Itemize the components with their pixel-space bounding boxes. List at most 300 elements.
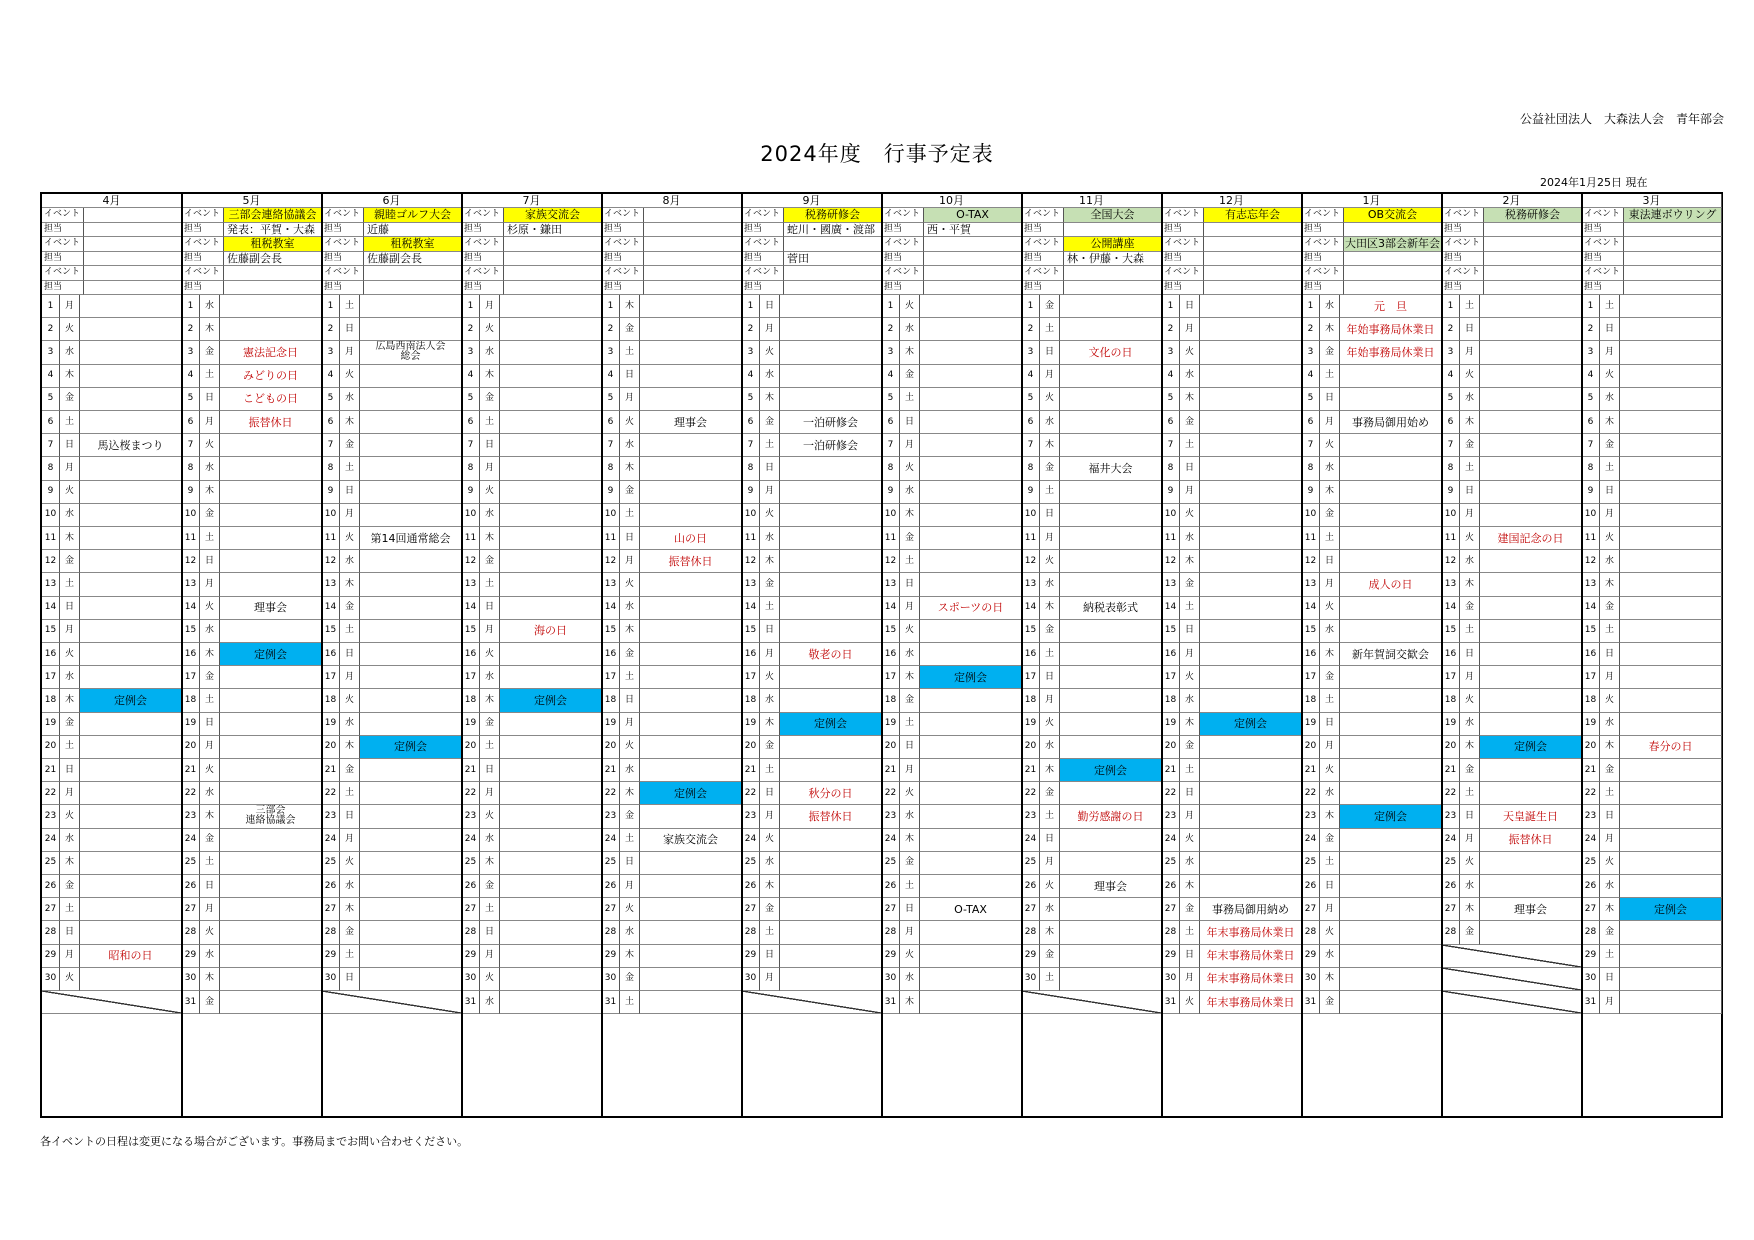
day-cell (920, 295, 1022, 318)
day-number: 28 (1022, 921, 1040, 944)
day-number: 23 (1022, 805, 1040, 828)
day-cell (1200, 341, 1302, 364)
day-number: 15 (42, 620, 60, 643)
day-cell (360, 411, 462, 434)
day-cell (80, 365, 182, 388)
day-cell (80, 318, 182, 341)
event-value (224, 266, 322, 281)
day-number: 15 (1302, 620, 1320, 643)
event-value: 租税教室 (364, 237, 462, 252)
staff-value: 近藤 (364, 223, 462, 238)
day-cell (1620, 666, 1722, 689)
day-weekday: 月 (1320, 411, 1340, 434)
day-weekday: 月 (1040, 527, 1060, 550)
day-event: 定例会 (1060, 759, 1162, 782)
day-cell (500, 388, 602, 411)
day-weekday: 土 (340, 782, 360, 805)
day-number: 28 (1302, 921, 1320, 944)
staff-value (504, 252, 602, 267)
day-number: 22 (602, 782, 620, 805)
day-weekday: 金 (1180, 573, 1200, 596)
day-cell (80, 341, 182, 364)
day-cell (1340, 782, 1442, 805)
day-cell (1340, 457, 1442, 480)
day-weekday: 水 (340, 875, 360, 898)
day-number: 18 (1442, 689, 1460, 712)
day-cell (1340, 921, 1442, 944)
day-cell (1620, 968, 1722, 991)
day-cell (1060, 365, 1162, 388)
day-weekday: 火 (480, 318, 500, 341)
day-cell (220, 945, 322, 968)
day-cell (780, 341, 882, 364)
day-cell (220, 457, 322, 480)
day-cell (920, 713, 1022, 736)
day-cell (1620, 388, 1722, 411)
day-event: 定例会 (220, 643, 322, 666)
day-weekday: 土 (60, 573, 80, 596)
day-number: 1 (42, 295, 60, 318)
day-number: 8 (1442, 457, 1460, 480)
staff-label: 担当 (882, 223, 924, 238)
day-weekday: 水 (480, 991, 500, 1014)
day-weekday: 日 (900, 736, 920, 759)
day-number: 25 (1162, 852, 1180, 875)
day-cell (1200, 805, 1302, 828)
day-cell (640, 620, 742, 643)
day-number: 13 (1302, 573, 1320, 596)
day-cell (500, 666, 602, 689)
day-cell (1340, 945, 1442, 968)
day-cell (220, 829, 322, 852)
day-cell (360, 945, 462, 968)
day-number: 19 (182, 713, 200, 736)
day-weekday: 水 (340, 550, 360, 573)
day-number: 17 (602, 666, 620, 689)
day-weekday: 月 (1180, 805, 1200, 828)
day-number: 18 (322, 689, 340, 712)
day-number: 28 (182, 921, 200, 944)
empty-day-slash (42, 991, 182, 1014)
event-label: イベント (1162, 266, 1204, 281)
staff-value (924, 252, 1022, 267)
day-event: 春分の日 (1620, 736, 1722, 759)
day-number: 6 (1582, 411, 1600, 434)
day-cell (780, 295, 882, 318)
day-weekday: 日 (1180, 782, 1200, 805)
day-weekday: 水 (900, 481, 920, 504)
day-number: 10 (1022, 504, 1040, 527)
staff-label: 担当 (1442, 281, 1484, 296)
day-number: 15 (182, 620, 200, 643)
day-number: 16 (1582, 643, 1600, 666)
day-weekday: 火 (480, 643, 500, 666)
day-weekday: 木 (60, 527, 80, 550)
day-weekday: 水 (1320, 295, 1340, 318)
day-number: 27 (882, 898, 900, 921)
day-number: 22 (882, 782, 900, 805)
day-weekday: 土 (760, 759, 780, 782)
day-weekday: 土 (900, 713, 920, 736)
day-weekday: 水 (1460, 713, 1480, 736)
day-cell (1060, 550, 1162, 573)
empty-day-slash (1442, 945, 1582, 968)
day-number: 4 (602, 365, 620, 388)
month-divider (461, 194, 463, 1116)
day-cell (920, 782, 1022, 805)
day-weekday: 水 (60, 341, 80, 364)
staff-value (1064, 281, 1162, 296)
day-number: 25 (882, 852, 900, 875)
day-weekday: 金 (1040, 457, 1060, 480)
day-weekday: 木 (1320, 643, 1340, 666)
day-weekday: 火 (200, 759, 220, 782)
month-divider (1301, 194, 1303, 1116)
day-cell (1060, 968, 1162, 991)
day-weekday: 月 (760, 968, 780, 991)
event-label: イベント (1442, 266, 1484, 281)
day-weekday: 水 (760, 527, 780, 550)
event-label: イベント (1022, 208, 1064, 223)
day-number: 14 (182, 597, 200, 620)
staff-value (644, 281, 742, 296)
month-header: 1月 (1302, 194, 1442, 208)
day-cell (1620, 295, 1722, 318)
day-weekday: 水 (620, 434, 640, 457)
day-cell (360, 481, 462, 504)
day-number: 26 (462, 875, 480, 898)
day-weekday: 月 (900, 597, 920, 620)
day-number: 30 (1162, 968, 1180, 991)
day-number: 18 (462, 689, 480, 712)
day-number: 7 (322, 434, 340, 457)
day-number: 25 (182, 852, 200, 875)
day-weekday: 土 (60, 736, 80, 759)
staff-value (1484, 252, 1582, 267)
day-weekday: 水 (480, 504, 500, 527)
staff-label: 担当 (1022, 281, 1064, 296)
staff-label: 担当 (1022, 252, 1064, 267)
day-number: 14 (1442, 597, 1460, 620)
staff-label: 担当 (882, 252, 924, 267)
day-weekday: 火 (1460, 852, 1480, 875)
day-number: 17 (1162, 666, 1180, 689)
day-weekday: 日 (1600, 968, 1620, 991)
day-cell (1200, 852, 1302, 875)
day-number: 9 (322, 481, 340, 504)
staff-label: 担当 (742, 223, 784, 238)
day-weekday: 火 (60, 481, 80, 504)
event-label: イベント (182, 266, 224, 281)
day-number: 20 (882, 736, 900, 759)
day-weekday: 日 (760, 945, 780, 968)
event-label: イベント (742, 208, 784, 223)
staff-label: 担当 (322, 252, 364, 267)
day-cell (640, 504, 742, 527)
day-cell (780, 898, 882, 921)
day-event: 勤労感謝の日 (1060, 805, 1162, 828)
day-number: 7 (1302, 434, 1320, 457)
day-weekday: 土 (480, 898, 500, 921)
day-number: 24 (322, 829, 340, 852)
day-cell (780, 550, 882, 573)
day-number: 21 (462, 759, 480, 782)
day-weekday: 土 (1040, 805, 1060, 828)
day-cell (1620, 759, 1722, 782)
day-number: 30 (1022, 968, 1040, 991)
staff-label: 担当 (1442, 252, 1484, 267)
day-number: 28 (742, 921, 760, 944)
day-weekday: 木 (1040, 759, 1060, 782)
day-event: 一泊研修会 (780, 434, 882, 457)
day-number: 27 (742, 898, 760, 921)
day-cell (500, 550, 602, 573)
day-cell (1200, 829, 1302, 852)
day-number: 4 (1302, 365, 1320, 388)
day-cell (500, 945, 602, 968)
day-weekday: 水 (760, 365, 780, 388)
day-number: 23 (1302, 805, 1320, 828)
day-event: 振替休日 (1480, 829, 1582, 852)
day-number: 26 (1582, 875, 1600, 898)
day-cell (360, 713, 462, 736)
day-number: 1 (1302, 295, 1320, 318)
day-number: 17 (742, 666, 760, 689)
day-weekday: 水 (1180, 527, 1200, 550)
day-number: 21 (742, 759, 760, 782)
day-number: 26 (1022, 875, 1040, 898)
staff-label: 担当 (1302, 223, 1344, 238)
day-weekday: 木 (340, 898, 360, 921)
day-cell (920, 504, 1022, 527)
staff-label: 担当 (602, 223, 644, 238)
staff-value: 佐藤副会長 (364, 252, 462, 267)
day-weekday: 金 (1600, 759, 1620, 782)
day-weekday: 土 (900, 388, 920, 411)
day-cell (1340, 550, 1442, 573)
month-header: 12月 (1162, 194, 1302, 208)
day-number: 22 (742, 782, 760, 805)
day-weekday: 土 (760, 597, 780, 620)
day-number: 2 (1302, 318, 1320, 341)
day-number: 28 (1582, 921, 1600, 944)
day-cell (920, 341, 1022, 364)
day-number: 11 (462, 527, 480, 550)
day-cell (640, 921, 742, 944)
day-number: 9 (602, 481, 620, 504)
day-cell (500, 991, 602, 1014)
organization-name: 公益社団法人 大森法人会 青年部会 (1519, 112, 1724, 126)
day-number: 7 (1022, 434, 1040, 457)
day-cell (640, 365, 742, 388)
day-number: 30 (602, 968, 620, 991)
day-weekday: 水 (200, 620, 220, 643)
day-weekday: 土 (200, 852, 220, 875)
day-cell (1340, 434, 1442, 457)
day-weekday: 金 (60, 550, 80, 573)
day-cell (920, 805, 1022, 828)
day-weekday: 水 (760, 852, 780, 875)
day-weekday: 火 (1040, 875, 1060, 898)
day-number: 28 (602, 921, 620, 944)
day-weekday: 火 (1460, 365, 1480, 388)
day-number: 14 (1582, 597, 1600, 620)
day-weekday: 日 (1320, 550, 1340, 573)
day-number: 10 (42, 504, 60, 527)
day-number: 19 (1022, 713, 1040, 736)
day-cell (1060, 295, 1162, 318)
day-number: 22 (1582, 782, 1600, 805)
day-number: 20 (42, 736, 60, 759)
day-number: 10 (322, 504, 340, 527)
day-cell (500, 527, 602, 550)
day-number: 25 (1442, 852, 1460, 875)
day-cell (1200, 504, 1302, 527)
day-number: 21 (322, 759, 340, 782)
day-number: 18 (882, 689, 900, 712)
day-cell (920, 411, 1022, 434)
staff-value (1204, 223, 1302, 238)
day-number: 21 (602, 759, 620, 782)
day-event: 憲法記念日 (220, 341, 322, 364)
month-header: 7月 (462, 194, 602, 208)
day-cell (1060, 643, 1162, 666)
event-value (1064, 266, 1162, 281)
day-weekday: 月 (1180, 643, 1200, 666)
day-number: 25 (462, 852, 480, 875)
day-event: 年末事務局休業日 (1200, 945, 1302, 968)
day-weekday: 金 (480, 713, 500, 736)
day-number: 27 (1582, 898, 1600, 921)
day-number: 18 (1022, 689, 1040, 712)
event-value (644, 266, 742, 281)
day-weekday: 土 (1460, 295, 1480, 318)
day-number: 19 (1582, 713, 1600, 736)
day-weekday: 土 (1600, 457, 1620, 480)
day-cell (360, 898, 462, 921)
day-number: 12 (1442, 550, 1460, 573)
day-event: 振替休日 (640, 550, 742, 573)
day-cell (1060, 620, 1162, 643)
day-cell (920, 573, 1022, 596)
day-weekday: 月 (760, 481, 780, 504)
day-event: 文化の日 (1060, 341, 1162, 364)
day-number: 30 (1582, 968, 1600, 991)
day-number: 28 (462, 921, 480, 944)
day-weekday: 土 (1600, 945, 1620, 968)
day-cell (1340, 829, 1442, 852)
day-cell (640, 759, 742, 782)
day-cell (1480, 643, 1582, 666)
day-number: 21 (1162, 759, 1180, 782)
day-cell (1480, 550, 1582, 573)
staff-label: 担当 (322, 223, 364, 238)
day-cell (1480, 295, 1582, 318)
day-cell (360, 921, 462, 944)
day-event: 理事会 (220, 597, 322, 620)
day-weekday: 木 (1180, 550, 1200, 573)
day-weekday: 木 (480, 689, 500, 712)
day-weekday: 木 (60, 365, 80, 388)
day-weekday: 木 (200, 968, 220, 991)
day-number: 10 (742, 504, 760, 527)
staff-label: 担当 (1582, 281, 1624, 296)
day-cell (500, 411, 602, 434)
day-weekday: 水 (480, 666, 500, 689)
day-weekday: 月 (1460, 504, 1480, 527)
day-number: 10 (182, 504, 200, 527)
day-cell (640, 318, 742, 341)
day-number: 15 (1442, 620, 1460, 643)
day-number: 9 (742, 481, 760, 504)
day-cell (920, 852, 1022, 875)
day-weekday: 火 (760, 829, 780, 852)
day-number: 14 (1162, 597, 1180, 620)
day-weekday: 水 (480, 341, 500, 364)
day-weekday: 水 (620, 921, 640, 944)
day-number: 10 (882, 504, 900, 527)
day-number: 18 (1162, 689, 1180, 712)
day-weekday: 水 (900, 968, 920, 991)
day-weekday: 日 (480, 597, 500, 620)
staff-value (84, 223, 182, 238)
day-number: 24 (602, 829, 620, 852)
day-cell (640, 736, 742, 759)
day-number: 11 (742, 527, 760, 550)
day-number: 5 (1442, 388, 1460, 411)
day-weekday: 月 (200, 573, 220, 596)
staff-value (224, 281, 322, 296)
event-label: イベント (742, 237, 784, 252)
day-weekday: 金 (60, 875, 80, 898)
day-weekday: 木 (480, 852, 500, 875)
day-cell (920, 829, 1022, 852)
day-weekday: 月 (760, 318, 780, 341)
day-number: 16 (42, 643, 60, 666)
day-weekday: 金 (1460, 434, 1480, 457)
day-weekday: 月 (480, 295, 500, 318)
day-cell (1480, 620, 1582, 643)
staff-value: 蛇川・國廣・渡部 (784, 223, 882, 238)
day-weekday: 日 (620, 689, 640, 712)
day-number: 2 (462, 318, 480, 341)
day-number: 5 (1162, 388, 1180, 411)
event-value (1204, 266, 1302, 281)
day-number: 28 (42, 921, 60, 944)
day-weekday: 日 (900, 898, 920, 921)
day-number: 22 (322, 782, 340, 805)
event-value (84, 208, 182, 223)
event-label: イベント (1302, 237, 1344, 252)
day-weekday: 月 (620, 550, 640, 573)
day-weekday: 土 (1180, 921, 1200, 944)
event-label: イベント (1582, 266, 1624, 281)
day-event: 振替休日 (220, 411, 322, 434)
event-value (924, 266, 1022, 281)
day-cell (1200, 782, 1302, 805)
day-number: 14 (882, 597, 900, 620)
day-weekday: 土 (60, 411, 80, 434)
day-number: 26 (42, 875, 60, 898)
staff-label: 担当 (182, 252, 224, 267)
day-number: 15 (322, 620, 340, 643)
day-cell (1340, 713, 1442, 736)
day-number: 2 (182, 318, 200, 341)
day-weekday: 水 (1180, 852, 1200, 875)
day-number: 11 (1162, 527, 1180, 550)
day-cell (920, 643, 1022, 666)
day-cell (640, 573, 742, 596)
